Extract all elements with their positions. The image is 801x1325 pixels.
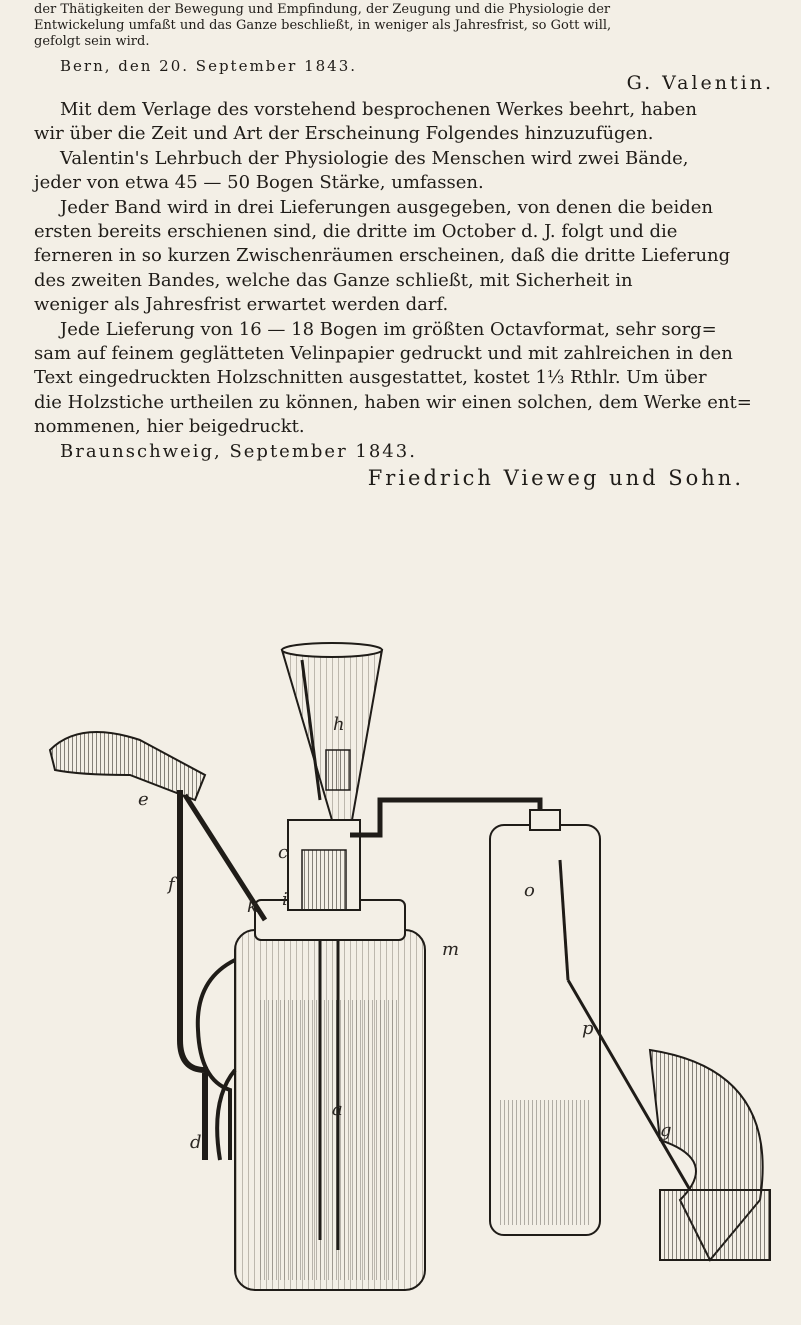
notice-line: wir über die Zeit und Art der Erscheinung Folgendes hinzuzufügen.: [34, 123, 654, 145]
publisher-notice: [34, 98, 784, 490]
label-g: g: [660, 1120, 672, 1141]
label-h: h: [333, 714, 345, 735]
notice-line: Valentin's Lehrbuch der Physiologie des Menschen wird zwei Bände,: [60, 147, 689, 169]
label-d: d: [190, 1132, 202, 1153]
main-jar: [235, 820, 425, 1290]
previous-text-line: der Thätigkeiten der Bewegung und Empfindung, der Zeugung und die Physiologie der: [34, 2, 611, 17]
notice-line: des zweiten Bandes, welche das Ganze schließt, mit Sicherheit in: [34, 269, 633, 291]
label-e: e: [138, 789, 149, 810]
previous-text-line: Entwickelung umfaßt und das Ganze beschließt, in weniger als Jahresfrist, so Gott will,: [34, 18, 612, 33]
notice-line: Jede Lieferung von 16 — 18 Bogen im größten Octavformat, sehr sorg=: [60, 318, 717, 340]
text-block: [34, 2, 784, 490]
author-signature: G. Valentin.: [626, 72, 774, 94]
notice-line: jeder von etwa 45 — 50 Bogen Stärke, umfassen.: [34, 172, 484, 194]
author-dateline: Bern, den 20. September 1843.: [60, 57, 358, 75]
notice-line: ferneren in so kurzen Zwischenräumen erscheinen, daß die dritte Lieferung: [34, 245, 731, 267]
notice-line: Text eingedruckten Holzschnitten ausgestattet, kostet 1⅓ Rthlr. Um über: [34, 367, 707, 389]
notice-line: sam auf feinem geglätteten Velinpapier gedruckt und mit zahlreichen in den: [34, 343, 733, 365]
notice-line: die Holzstiche urtheilen zu können, haben wir einen solchen, dem Werke ent=: [34, 391, 752, 413]
label-i: i: [282, 889, 288, 910]
apparatus-illustration: [20, 600, 800, 1325]
notice-line: nommenen, hier beigedruckt.: [34, 416, 305, 438]
notice-line: Mit dem Verlage des vorstehend besprochenen Werkes beehrt, haben: [60, 99, 697, 120]
label-f: f: [168, 874, 175, 895]
label-o: o: [524, 880, 535, 901]
woodcut-figure: [20, 600, 800, 1325]
publisher-signature: Friedrich Vieweg und Sohn.: [367, 466, 744, 491]
drying-tube-e: [50, 732, 265, 1160]
label-k: k: [247, 896, 258, 917]
label-p: p: [582, 1018, 594, 1039]
previous-text-line: gefolgt sein wird.: [34, 34, 150, 49]
notice-line: ersten bereits erschienen sind, die dritte im October d. J. folgt und die: [34, 221, 678, 243]
label-c: c: [278, 842, 289, 863]
label-a: a: [332, 1099, 343, 1120]
notice-line: weniger als Jahresfrist erwartet werden darf.: [34, 294, 449, 316]
publisher-dateline: Braunschweig, September 1843.: [60, 440, 417, 462]
notice-line: Jeder Band wird in drei Lieferungen ausgegeben, von denen die beiden: [60, 196, 713, 218]
label-m: m: [442, 939, 460, 960]
